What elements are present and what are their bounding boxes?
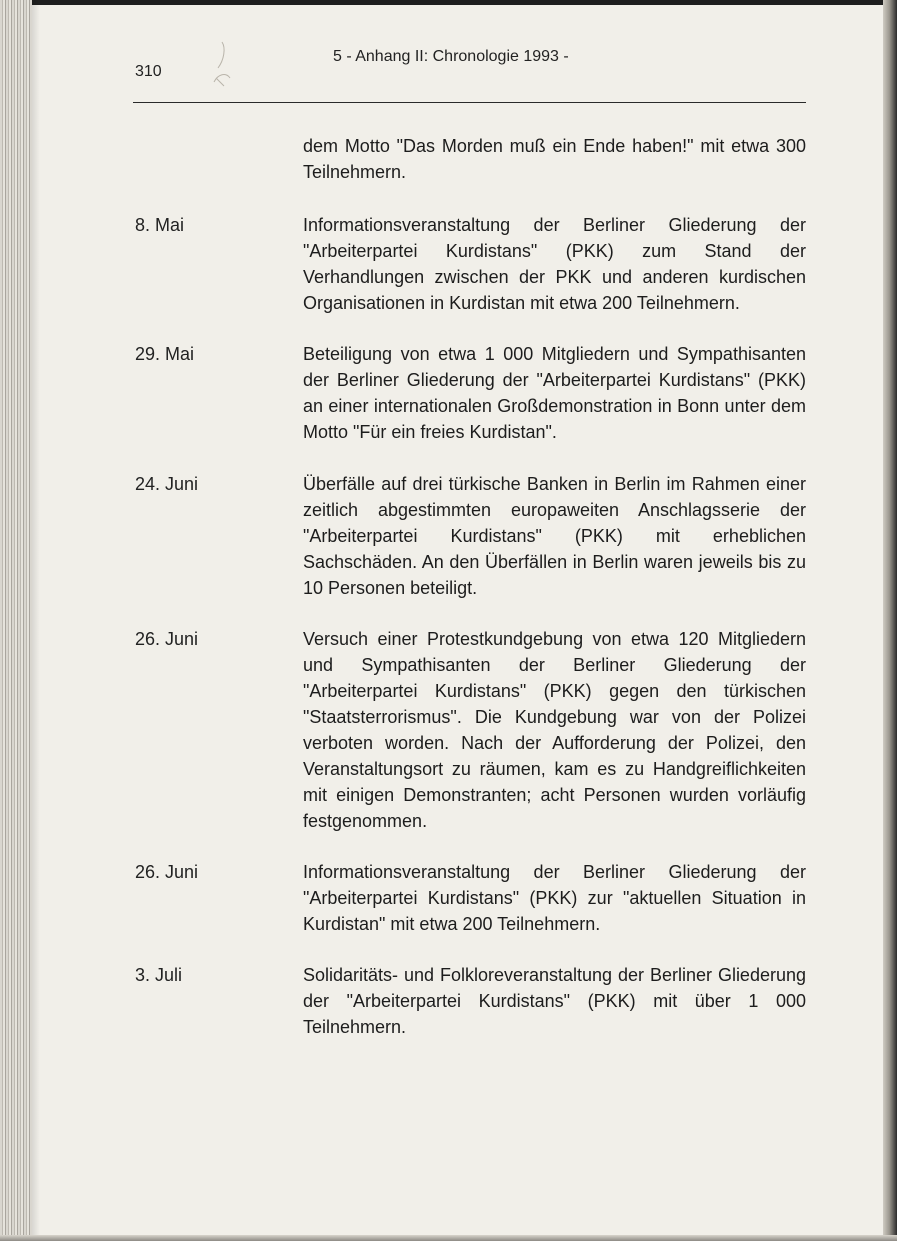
entry-text: Informationsveranstaltung der Berliner Gliederung der "Arbeiterpartei Kurdistans" (PKK) zum Stand der Verhandlungen zwischen der PKK und anderen kurdischen Organisationen in Kurdistan mit etwa 200 Teilnehmern. [303, 215, 806, 313]
entry-text: Solidaritäts- und Folkloreveranstaltung der Berliner Gliederung der "Arbeiterpartei Kurdistans" (PKK) mit über 1 000 Teilnehmern. [303, 965, 806, 1037]
page-right-edge [883, 0, 897, 1241]
chronology-list [135, 133, 808, 1064]
chronology-entry [135, 471, 808, 601]
entry-date: 3. Juli [135, 965, 183, 985]
entry-text: Informationsveranstaltung der Berliner Gliederung der "Arbeiterpartei Kurdistans" (PKK) zur "aktuellen Situation in Kurdistan" mit etwa 200 Teilnehmern. [303, 862, 806, 934]
entry-date: 26. Juni [135, 862, 199, 882]
entry-date: 29. Mai [135, 344, 195, 364]
chronology-entry [135, 626, 808, 834]
chronology-entry [135, 341, 808, 445]
entry-date: 26. Juni [135, 629, 199, 649]
scan-top-edge [0, 0, 897, 5]
chronology-entry [135, 859, 808, 937]
entry-date: 24. Juni [135, 474, 199, 494]
book-binding-edge [0, 0, 32, 1241]
running-head: 5 - Anhang II: Chronologie 1993 - [333, 48, 569, 65]
chronology-entry [135, 962, 808, 1040]
entry-text: Beteiligung von etwa 1 000 Mitgliedern und Sympathisanten der Berliner Gliederung der "Arbeiterpartei Kurdistans" (PKK) an einer internationalen Großdemonstration in Bonn unter dem Motto "Für ein freies Kurdistan". [303, 344, 806, 442]
entry-date: 8. Mai [135, 215, 185, 235]
entry-text: Versuch einer Protestkundgebung von etwa 120 Mitgliedern und Sympathisanten der Berliner Gliederung der "Arbeiterpartei Kurdistans" (PKK) gegen den türkischen "Staatsterrorismus". Die Kundgebung war von der Polizei verboten worden. Nach der Aufforderung der Polizei, den Veranstaltungsort zu räumen, kam es zu Handgreiflichkeiten mit einigen Demonstranten; acht Personen wurden vorläufig festgenommen. [303, 629, 806, 831]
handwritten-pencil-mark [200, 38, 240, 88]
chronology-entry [135, 133, 808, 185]
page-bottom-edge [0, 1235, 897, 1241]
entry-text: dem Motto "Das Morden muß ein Ende haben!" mit etwa 300 Teilnehmern. [303, 136, 806, 182]
entry-text: Überfälle auf drei türkische Banken in Berlin im Rahmen einer zeitlich abgestimmten europaweiten Anschlagsserie der "Arbeiterpartei Kurdistans" (PKK) mit erheblichen Sachschäden. An den Überfällen in Berlin waren jeweils bis zu 10 Personen beteiligt. [303, 474, 806, 598]
page-number: 310 [135, 63, 162, 80]
chronology-entry [135, 212, 808, 316]
header-rule [133, 102, 806, 103]
